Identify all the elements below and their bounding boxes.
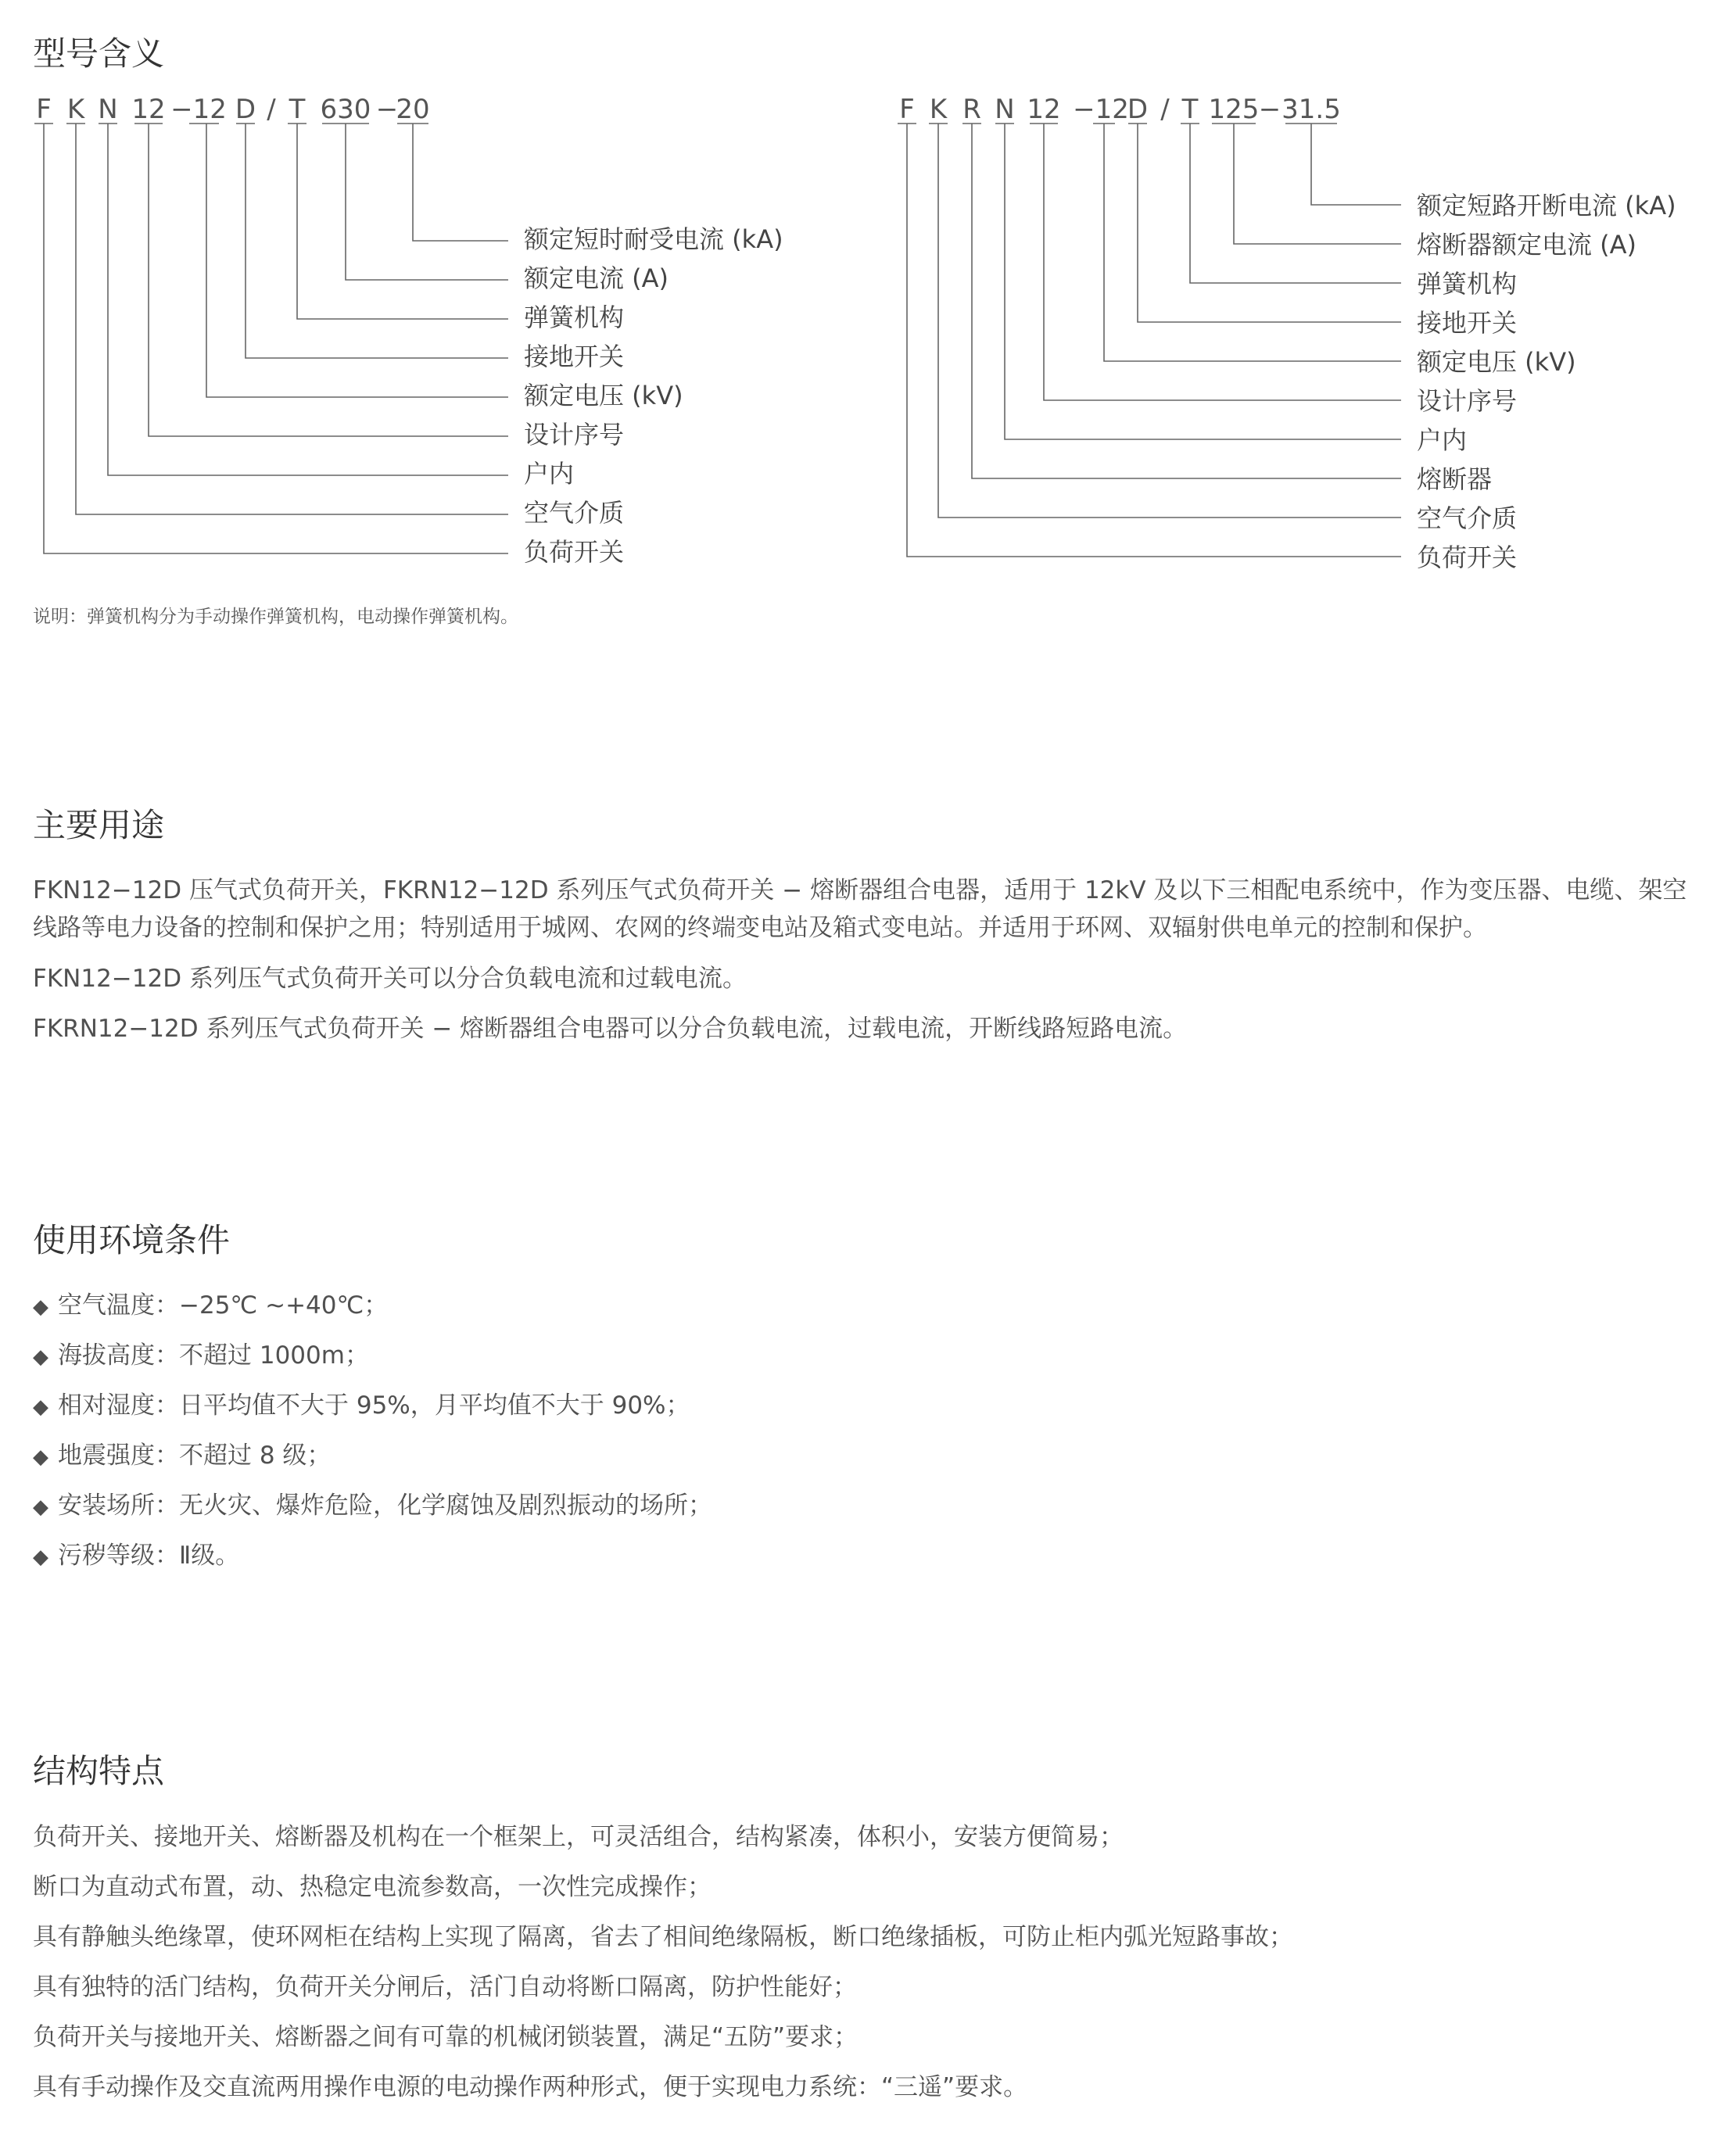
- diamond-bullet-icon: ◆: [33, 1445, 48, 1469]
- model-label: 设计序号: [1417, 386, 1518, 416]
- leader-line: [108, 124, 508, 475]
- model-label: 额定短路开断电流 (kA): [1417, 191, 1676, 220]
- structure-line: 负荷开关、接地开关、熔断器及机构在一个框架上，可灵活组合，结构紧凑，体积小，安装方便简易；: [33, 1823, 1124, 1851]
- leader-line: [907, 124, 1401, 557]
- code-part: K: [929, 94, 948, 125]
- diamond-bullet-icon: ◆: [33, 1345, 48, 1369]
- model-label: 额定电压 (kV): [1417, 347, 1576, 377]
- model-section-title: 型号含义: [33, 34, 165, 73]
- code-part: 20: [396, 94, 430, 125]
- leader-line: [1311, 124, 1401, 205]
- code-part: N: [98, 94, 118, 125]
- environment-section-title: 使用环境条件: [33, 1221, 231, 1259]
- model-label: 设计序号: [524, 420, 625, 449]
- code-part: F: [36, 94, 52, 125]
- code-part: 630: [320, 94, 371, 125]
- model-label: 空气介质: [524, 498, 625, 528]
- code-part: 12: [131, 94, 166, 125]
- environment-item: ◆ 空气温度：−25℃ ~+40℃；: [33, 1291, 389, 1320]
- code-part: −: [1258, 94, 1281, 125]
- code-part: T: [1181, 94, 1199, 125]
- model-label: 熔断器: [1417, 464, 1493, 494]
- code-part: R: [962, 94, 981, 125]
- model-label: 空气介质: [1417, 503, 1518, 533]
- model-label: 额定电压 (kV): [524, 381, 683, 410]
- leader-line: [972, 124, 1401, 478]
- model-label: 接地开关: [524, 342, 625, 371]
- diamond-bullet-icon: ◆: [33, 1495, 48, 1519]
- model-note: 说明：弹簧机构分为手动操作弹簧机构，电动操作弹簧机构。: [33, 607, 518, 627]
- code-part: N: [995, 94, 1015, 125]
- model-label: 户内: [524, 459, 575, 489]
- environment-item: ◆ 污秽等级：Ⅱ级。: [33, 1542, 240, 1570]
- structure-line: 断口为直动式布置，动、热稳定电流参数高，一次性完成操作；: [33, 1873, 712, 1901]
- environment-item: ◆ 安装场所：无火灾、爆炸危险，化学腐蚀及剧烈振动的场所；: [33, 1492, 712, 1520]
- code-part: −: [375, 94, 399, 125]
- model-label: 负荷开关: [524, 537, 625, 567]
- leader-line: [1234, 124, 1401, 244]
- environment-item: ◆ 相对湿度：日平均值不大于 95%，月平均值不大于 90%；: [33, 1391, 690, 1420]
- code-part: F: [899, 94, 915, 125]
- leader-line: [1005, 124, 1401, 439]
- structure-line: 具有静触头绝缘罩，使环网柜在结构上实现了隔离，省去了相间绝缘隔板，断口绝缘插板，可防止柜内弧光短路事故；: [33, 1923, 1293, 1951]
- code-part: 125: [1208, 94, 1260, 125]
- diamond-bullet-icon: ◆: [33, 1295, 48, 1319]
- model-label: 熔断器额定电流 (A): [1417, 230, 1637, 260]
- environment-item: ◆ 海拔高度：不超过 1000m；: [33, 1341, 369, 1370]
- code-part: T: [289, 94, 306, 125]
- leader-line: [1190, 124, 1401, 283]
- model-label: 额定电流 (A): [524, 263, 669, 293]
- usage-line: 线路等电力设备的控制和保护之用；特别适用于城网、农网的终端变电站及箱式变电站。并适用于环网、双辐射供电单元的控制和保护。: [33, 914, 1487, 942]
- code-part: −12: [1073, 94, 1129, 125]
- leader-line: [346, 124, 508, 280]
- model-label: 额定短时耐受电流 (kA): [524, 224, 783, 254]
- leader-line: [938, 124, 1401, 518]
- diamond-bullet-icon: ◆: [33, 1395, 48, 1419]
- leader-line: [297, 124, 508, 319]
- structure-line: 具有手动操作及交直流两用操作电源的电动操作两种形式，便于实现电力系统：“三遥”要求。: [33, 2073, 1028, 2101]
- model-leader-lines: [0, 0, 1717, 594]
- usage-line: FKN12−12D 系列压气式负荷开关可以分合负载电流和过载电流。: [33, 965, 747, 993]
- environment-item: ◆ 地震强度：不超过 8 级；: [33, 1442, 332, 1470]
- leader-line: [413, 124, 508, 241]
- code-part: /: [1160, 94, 1170, 125]
- code-part: /: [267, 94, 276, 125]
- leader-line: [206, 124, 508, 397]
- structure-line: 具有独特的活门结构，负荷开关分闸后，活门自动将断口隔离，防护性能好；: [33, 1973, 857, 2001]
- model-label: 接地开关: [1417, 308, 1518, 338]
- usage-line: FKRN12−12D 系列压气式负荷开关 − 熔断器组合电器可以分合负载电流，过载电流，开断线路短路电流。: [33, 1015, 1188, 1043]
- structure-line: 负荷开关与接地开关、熔断器之间有可靠的机械闭锁装置，满足“五防”要求；: [33, 2023, 858, 2051]
- code-part: −12: [170, 94, 227, 125]
- code-part: 12: [1027, 94, 1061, 125]
- usage-section-title: 主要用途: [33, 806, 165, 844]
- leader-line: [1044, 124, 1401, 400]
- leader-line: [44, 124, 508, 553]
- code-part: D: [235, 94, 256, 125]
- leader-line: [1138, 124, 1401, 322]
- model-label: 负荷开关: [1417, 543, 1518, 572]
- usage-line: FKN12−12D 压气式负荷开关，FKRN12−12D 系列压气式负荷开关 − 熔断器组合电器，适用于 12kV 及以下三相配电系统中，作为变压器、电缆、架空: [33, 876, 1687, 904]
- model-label: 弹簧机构: [1417, 269, 1518, 299]
- model-label: 户内: [1417, 425, 1468, 455]
- diamond-bullet-icon: ◆: [33, 1545, 48, 1569]
- model-label: 弹簧机构: [524, 303, 625, 332]
- code-part: 31.5: [1281, 94, 1341, 125]
- leader-line: [1104, 124, 1401, 361]
- code-part: K: [66, 94, 85, 125]
- code-part: D: [1127, 94, 1149, 125]
- structure-section-title: 结构特点: [33, 1752, 165, 1790]
